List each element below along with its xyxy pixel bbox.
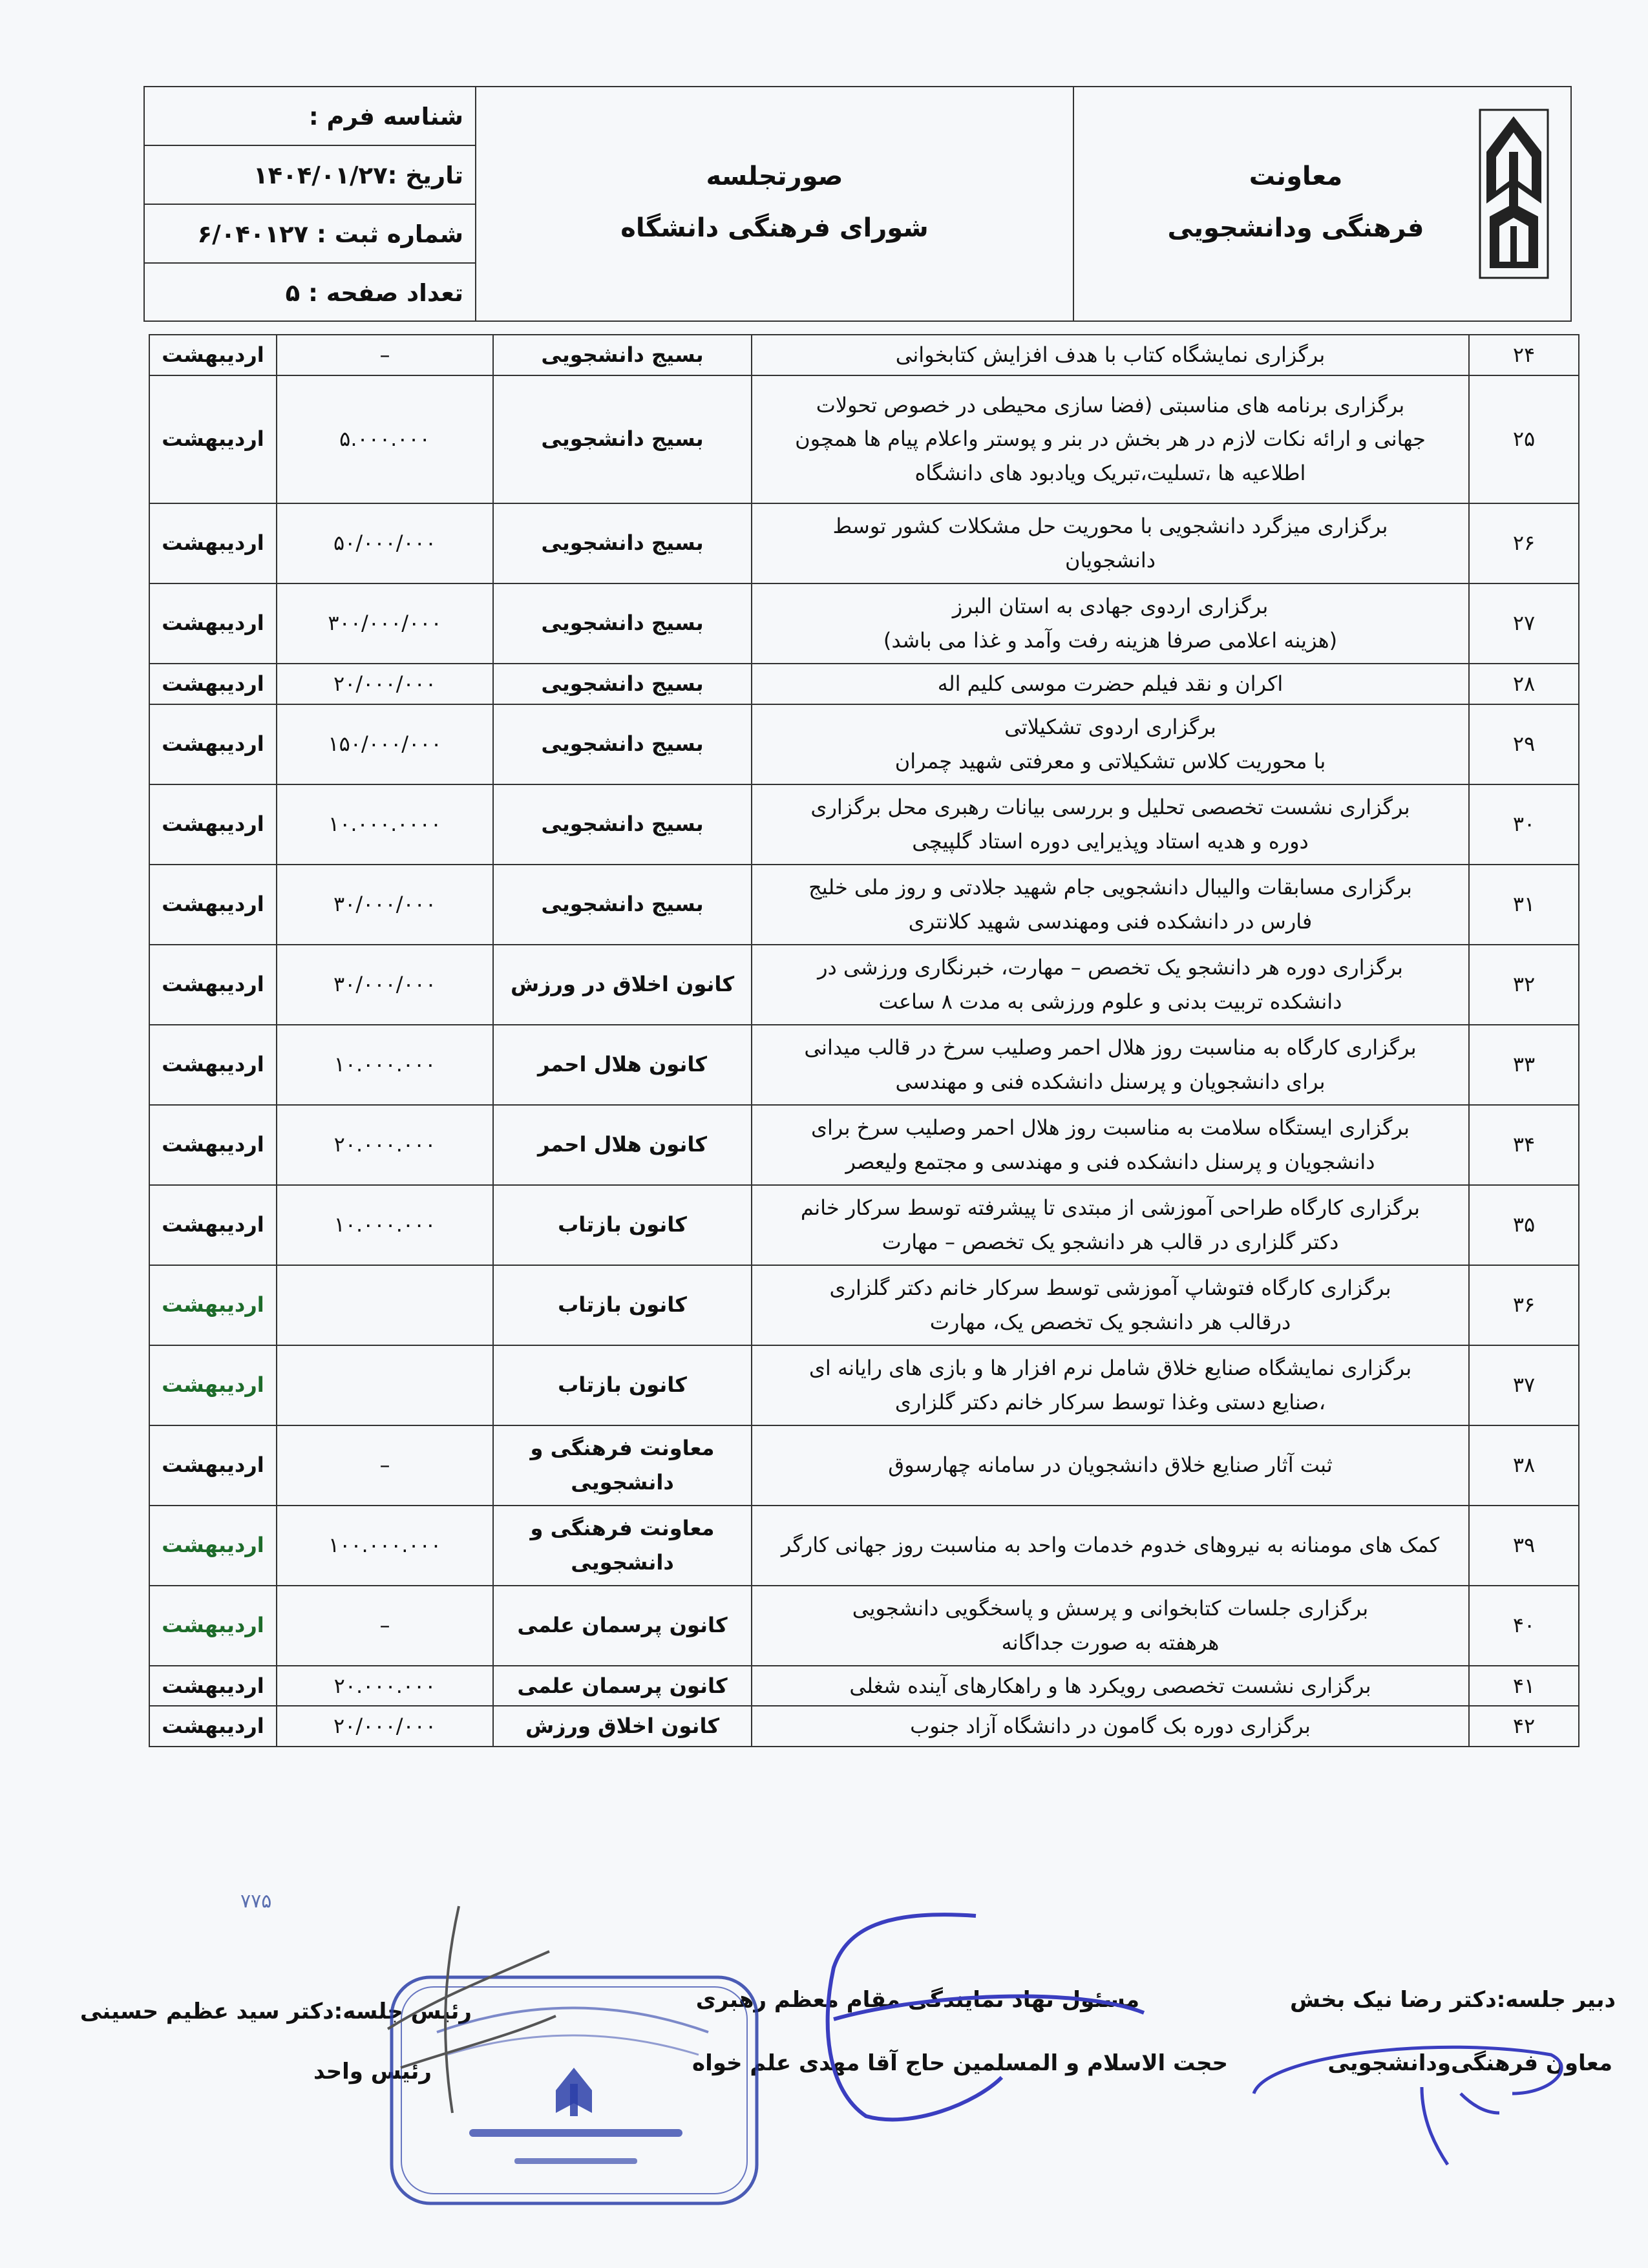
table-row (149, 865, 1579, 945)
representative-title: مسئول نهاد نمایندگی مقام معظم رهبری (695, 1987, 1139, 2013)
table-row (149, 704, 1579, 784)
organizer-cell-line: بسیج دانشجویی (541, 611, 704, 636)
activity-cell-line: ثبت آثار صنایع خلاق دانشجویان در سامانه چهارسوق (888, 1453, 1333, 1478)
council-title: شورای فرهنگی دانشگاه (620, 213, 929, 243)
activity-cell (752, 1185, 1469, 1265)
table-row (149, 1586, 1579, 1666)
organizer-cell (493, 1506, 752, 1586)
activity-cell (752, 1586, 1469, 1666)
table-row (149, 664, 1579, 704)
activities-table (149, 334, 1579, 1747)
table-row (149, 1025, 1579, 1105)
row-number: ۳۰ (1469, 784, 1579, 865)
month-cell: اردیبهشت (149, 1185, 277, 1265)
page-count: تعداد صفحه : ۵ (285, 279, 463, 307)
row-number: ۲۵ (1469, 375, 1579, 503)
organizer-cell-line: بسیج دانشجویی (541, 731, 704, 757)
cost-cell: ۲۰/۰۰۰/۰۰۰ (277, 664, 493, 704)
table-row (149, 1105, 1579, 1185)
month-cell: اردیبهشت (149, 1666, 277, 1706)
table-row (149, 583, 1579, 664)
table-row (149, 1345, 1579, 1425)
row-number: ۲۶ (1469, 503, 1579, 583)
activity-cell (752, 1706, 1469, 1747)
representative-name: حجت الاسلام و المسلمین حاج آقا مهدی علم خواه (692, 2050, 1228, 2076)
organizer-cell (493, 1425, 752, 1506)
organizer-cell (493, 1586, 752, 1666)
activity-cell (752, 1105, 1469, 1185)
cost-cell: ۲۰.۰۰۰.۰۰۰ (277, 1666, 493, 1706)
activity-cell-line: برگزاری نشست تخصصی رویکرد ها و راهکارهای آینده شغلی (849, 1673, 1371, 1698)
secretary-signature (1228, 2016, 1590, 2171)
organizer-cell (493, 1265, 752, 1345)
activity-cell-line: هرهفته به صورت جداگانه (1001, 1630, 1220, 1655)
organizer-cell-line: بسیج دانشجویی (541, 530, 704, 556)
row-number: ۳۱ (1469, 865, 1579, 945)
month-cell: اردیبهشت (149, 1506, 277, 1586)
title-cell (475, 87, 1073, 320)
table-row (149, 945, 1579, 1025)
representative-signature (808, 1909, 1170, 2129)
table-row (149, 503, 1579, 583)
activity-cell-line: برگزاری برنامه های مناسبتی (فضا سازی محیطی در خصوص تحولات (816, 392, 1405, 417)
organizer-cell-line: کانون پرسمان علمی (517, 1673, 728, 1698)
activity-cell (752, 704, 1469, 784)
activity-cell-line: برگزاری اردوی تشکیلاتی (1004, 714, 1216, 739)
organizer-cell (493, 664, 752, 704)
header-box (143, 86, 1572, 322)
registration-number: شماره ثبت : ۶/۰۴۰۱۲۷ (143, 205, 475, 264)
organizer-cell-line: کانون بازتاب (558, 1292, 687, 1318)
activity-cell-line: اطلاعیه ها ،تسلیت،تبریک ویادبود های دانشگاه (914, 461, 1306, 486)
chair-role: رئیس واحد (313, 2059, 432, 2084)
month-cell: اردیبهشت (149, 664, 277, 704)
table-row (149, 1425, 1579, 1506)
activity-cell (752, 1265, 1469, 1345)
activity-cell-line: برگزاری اردوی جهادی به استان البرز (952, 594, 1269, 618)
cost-cell: ۳۰/۰۰۰/۰۰۰ (277, 865, 493, 945)
organizer-cell (493, 1345, 752, 1425)
organizer-cell (493, 503, 752, 583)
row-number: ۳۹ (1469, 1506, 1579, 1586)
organizer-cell (493, 945, 752, 1025)
cost-cell: ۳۰۰/۰۰۰/۰۰۰ (277, 583, 493, 664)
organizer-cell (493, 1706, 752, 1747)
row-number: ۲۹ (1469, 704, 1579, 784)
activity-cell (752, 1666, 1469, 1706)
activity-cell-line: برگزاری کارگاه به مناسبت روز هلال احمر وصلیب سرخ در قالب میدانی (804, 1034, 1417, 1060)
table-row (149, 1706, 1579, 1747)
month-cell: اردیبهشت (149, 704, 277, 784)
row-number: ۳۴ (1469, 1105, 1579, 1185)
row-number: ۳۲ (1469, 945, 1579, 1025)
organizer-cell (493, 865, 752, 945)
table-row (149, 1666, 1579, 1706)
cost-cell: ۳۰/۰۰۰/۰۰۰ (277, 945, 493, 1025)
month-cell: اردیبهشت (149, 945, 277, 1025)
activity-cell (752, 784, 1469, 865)
month-cell: اردیبهشت (149, 583, 277, 664)
organizer-cell (493, 583, 752, 664)
activity-cell (752, 945, 1469, 1025)
organizer-cell-line: کانون هلال احمر (538, 1052, 707, 1077)
cost-cell (277, 1265, 493, 1345)
handwritten-note: ۷۷۵ (240, 1890, 272, 1913)
chair-name: رئیس جلسه:دکتر سید عظیم حسینی (79, 1999, 472, 2024)
activity-cell (752, 865, 1469, 945)
organizer-cell-line: کانون اخلاق ورزش (525, 1714, 720, 1739)
cost-cell: ۱۰.۰۰۰.۰۰۰ (277, 1025, 493, 1105)
month-cell: اردیبهشت (149, 1265, 277, 1345)
month-cell: اردیبهشت (149, 865, 277, 945)
secretary-name: دبیر جلسه:دکتر رضا نیک بخش (1289, 1987, 1616, 2013)
organizer-cell-line: بسیج دانشجویی (541, 342, 704, 367)
month-cell: اردیبهشت (149, 503, 277, 583)
organizer-cell-line: معاونت فرهنگی و (530, 1515, 715, 1540)
table-row (149, 375, 1579, 503)
month-cell: اردیبهشت (149, 1425, 277, 1506)
department-line-2: فرهنگی ودانشجویی (1167, 213, 1424, 243)
cost-cell: ۵۰/۰۰۰/۰۰۰ (277, 503, 493, 583)
activity-cell-line: برگزاری مسابقات والیبال دانشجویی جام شهید جلادتی و روز ملی خلیج (808, 874, 1412, 899)
row-number: ۳۸ (1469, 1425, 1579, 1506)
month-cell: اردیبهشت (149, 1345, 277, 1425)
document-title: صورتجلسه (706, 162, 843, 191)
month-cell: اردیبهشت (149, 335, 277, 375)
activity-cell-line: برگزاری دوره بک گامون در دانشگاه آزاد جنوب (910, 1714, 1311, 1739)
organizer-cell (493, 375, 752, 503)
cost-cell: – (277, 1586, 493, 1666)
row-number: ۳۳ (1469, 1025, 1579, 1105)
chair-signature (362, 1900, 569, 2119)
cost-cell: ۲۰/۰۰۰/۰۰۰ (277, 1706, 493, 1747)
activity-cell-line: برگزاری میزگرد دانشجویی با محوریت حل مشکلات کشور توسط (832, 514, 1388, 538)
activity-cell (752, 335, 1469, 375)
meta-cell (143, 87, 475, 320)
month-cell: اردیبهشت (149, 375, 277, 503)
cost-cell (277, 1345, 493, 1425)
row-number: ۳۵ (1469, 1185, 1579, 1265)
organizer-cell-line: بسیج دانشجویی (541, 426, 704, 452)
university-logo-icon (1477, 107, 1551, 281)
organizer-cell-line: کانون اخلاق در ورزش (510, 972, 735, 997)
form-id: شناسه فرم : (143, 87, 475, 146)
month-cell: اردیبهشت (149, 1706, 277, 1747)
month-cell: اردیبهشت (149, 1105, 277, 1185)
organizer-cell-line: کانون بازتاب (558, 1212, 687, 1237)
activity-cell (752, 1025, 1469, 1105)
cost-cell: ۱۰.۰۰۰.۰۰۰ (277, 1185, 493, 1265)
activity-cell-line: برگزاری نمایشگاه کتاب با هدف افزایش کتابخوانی (895, 342, 1326, 367)
activity-cell (752, 503, 1469, 583)
activity-cell-line: دانشکده تربیت بدنی و علوم ورزشی به مدت ۸ ساعت (878, 989, 1342, 1014)
activity-cell-line: برگزاری ایستگاه سلامت به مناسبت روز هلال احمر وصلیب سرخ برای (810, 1115, 1410, 1140)
organizer-cell-line: بسیج دانشجویی (541, 812, 704, 837)
activity-cell-line: برگزاری نشست تخصصی تحلیل و بررسی بیانات رهبری محل برگزاری (810, 794, 1410, 819)
department-cell (1073, 87, 1570, 320)
row-number: ۲۸ (1469, 664, 1579, 704)
activity-cell (752, 583, 1469, 664)
activity-cell (752, 664, 1469, 704)
activity-cell (752, 1425, 1469, 1506)
row-number: ۲۷ (1469, 583, 1579, 664)
organizer-cell-line: کانون بازتاب (558, 1372, 687, 1398)
activity-cell-line: دکتر گلزاری در قالب هر دانشجو یک تخصص – مهارت (882, 1229, 1339, 1254)
cost-cell: ۱۵۰/۰۰۰/۰۰۰ (277, 704, 493, 784)
organizer-cell-line: کانون پرسمان علمی (517, 1613, 728, 1638)
organizer-cell-line: دانشجویی (571, 1549, 674, 1575)
cost-cell: – (277, 1425, 493, 1506)
organizer-cell (493, 1105, 752, 1185)
activity-cell (752, 1345, 1469, 1425)
organizer-cell-line: دانشجویی (571, 1469, 674, 1495)
activity-cell-line: برگزاری نمایشگاه صنایع خلاق شامل نرم افزار ها و بازی های رایانه ای (808, 1355, 1412, 1380)
activity-cell-line: با محوریت کلاس تشکیلاتی و معرفتی شهید چمران (894, 748, 1326, 773)
activity-cell-line: دانشجویان و پرسنل دانشکده فنی و مهندسی و مجتمع ولیعصر (845, 1149, 1375, 1174)
table-row (149, 784, 1579, 865)
activity-cell-line: برگزاری جلسات کتابخوانی و پرسش و پاسخگویی دانشجویی (852, 1595, 1369, 1621)
cost-cell: – (277, 335, 493, 375)
activity-cell-line: دانشجویان (1065, 547, 1156, 572)
row-number: ۳۷ (1469, 1345, 1579, 1425)
activity-cell-line: فارس در دانشکده فنی ومهندسی شهید کلانتری (908, 908, 1313, 934)
table-row (149, 1506, 1579, 1586)
activity-cell-line: درقالب هر دانشجو یک تخصص یک، مهارت (929, 1309, 1291, 1334)
activity-cell (752, 1506, 1469, 1586)
activity-cell-line: دوره و هدیه استاد وپذیرایی دوره استاد گلپیچی (912, 828, 1309, 854)
row-number: ۳۶ (1469, 1265, 1579, 1345)
date-field: تاریخ :۱۴۰۴/۰۱/۲۷ (143, 146, 475, 205)
table-row (149, 1185, 1579, 1265)
activity-cell-line: اکران و نقد فیلم حضرت موسی کلیم اله (937, 671, 1284, 696)
organizer-cell-line: کانون هلال احمر (538, 1132, 707, 1157)
activity-cell-line: جهانی و ارائه نکات لازم در هر بخش در بنر و پوستر واعلام پیام ها همچون (795, 426, 1426, 452)
organizer-cell-line: معاونت فرهنگی و (530, 1435, 715, 1460)
department-line-1: معاونت (1249, 162, 1343, 191)
row-number: ۲۴ (1469, 335, 1579, 375)
row-number: ۴۱ (1469, 1666, 1579, 1706)
month-cell: اردیبهشت (149, 1586, 277, 1666)
organizer-cell (493, 1185, 752, 1265)
organizer-cell (493, 784, 752, 865)
month-cell: اردیبهشت (149, 784, 277, 865)
activity-cell-line: برای دانشجویان و پرسنل دانشکده فنی و مهندسی (895, 1069, 1326, 1094)
cost-cell: ۱۰.۰۰۰.۰۰۰۰ (277, 784, 493, 865)
organizer-cell-line: بسیج دانشجویی (541, 892, 704, 917)
activity-cell-line: برگزاری کارگاه طراحی آموزشی از مبتدی تا پیشرفته توسط سرکار خانم (800, 1195, 1421, 1220)
cost-cell: ۱۰۰.۰۰۰.۰۰۰ (277, 1506, 493, 1586)
organizer-cell (493, 1666, 752, 1706)
activity-cell-line: برگزاری کارگاه فتوشاپ آموزشی توسط سرکار خانم دکتر گلزاری (829, 1275, 1391, 1300)
organizer-cell (493, 335, 752, 375)
organizer-cell (493, 704, 752, 784)
table-row (149, 1265, 1579, 1345)
row-number: ۴۰ (1469, 1586, 1579, 1666)
secretary-role: معاون فرهنگی‌ودانشجویی (1327, 2050, 1612, 2076)
organizer-cell (493, 1025, 752, 1105)
cost-cell: ۲۰.۰۰۰.۰۰۰ (277, 1105, 493, 1185)
row-number: ۴۲ (1469, 1706, 1579, 1747)
cost-cell: ۵.۰۰۰.۰۰۰ (277, 375, 493, 503)
organizer-cell-line: بسیج دانشجویی (541, 671, 704, 696)
month-cell: اردیبهشت (149, 1025, 277, 1105)
activity-cell (752, 375, 1469, 503)
table-row (149, 335, 1579, 375)
activity-cell-line: (هزینه اعلامی صرفا هزینه رفت وآمد و غذا می باشد) (883, 627, 1338, 653)
activity-cell-line: برگزاری دوره هر دانشجو یک تخصص – مهارت، خبرنگاری ورزشی در (818, 954, 1403, 980)
activity-cell-line: کمک های مومنانه به نیروهای خدوم خدمات واحد به مناسبت روز جهانی کارگر (781, 1533, 1440, 1558)
activity-cell-line: ،صنایع دستی وغذا توسط سرکار خانم دکتر گلزاری (894, 1389, 1326, 1414)
